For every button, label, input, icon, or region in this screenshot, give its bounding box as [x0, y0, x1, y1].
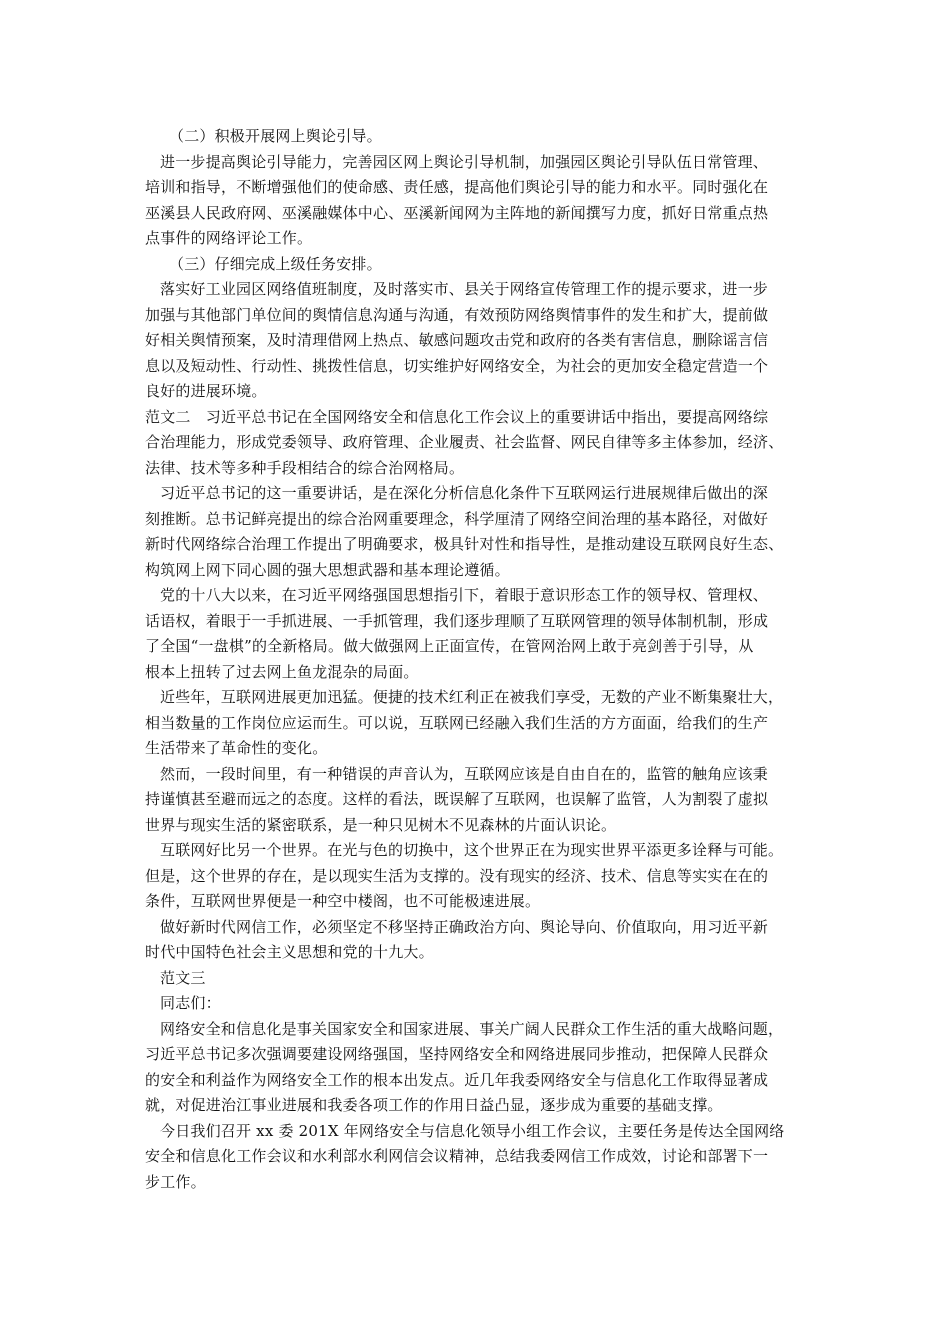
section-heading-3: （三）仔细完成上级任务安排。 — [169, 254, 382, 273]
paragraph-line: 持谨慎甚至避而远之的态度。这样的看法，既误解了互联网，也误解了监管，人为割裂了虚拟 — [145, 790, 769, 808]
paragraph-line: 但是，这个世界的存在，是以现实生活为支撑的。没有现实的经济、技术、信息等实实在在的 — [145, 866, 769, 885]
paragraph-line: 安全和信息化工作会议和水利部水利网信会议精神，总结我委网信工作成效，讨论和部署下一 — [145, 1147, 769, 1165]
sample-2-heading-line: 范文二 习近平总书记在全国网络安全和信息化工作会议上的重要讲话中指出，要提高网络综 — [145, 407, 769, 426]
paragraph-line: 构筑网上网下同心圆的强大思想武器和基本理论遵循。 — [145, 560, 510, 579]
paragraph-line: 然而，一段时间里，有一种错误的声音认为，互联网应该是自由自在的，监管的触角应该秉 — [160, 764, 769, 783]
paragraph-line: 的安全和利益作为网络安全工作的根本出发点。近几年我委网络安全与信息化工作取得显著成 — [145, 1070, 769, 1089]
paragraph-line: 党的十八大以来，在习近平网络强国思想指引下，着眼于意识形态工作的领导权、管理权、 — [160, 586, 769, 604]
paragraph-line: 根本上扭转了过去网上鱼龙混杂的局面。 — [145, 662, 419, 681]
paragraph-line: 网络安全和信息化是事关国家安全和国家进展、事关广阔人民群众工作生活的重大战略问题， — [160, 1019, 784, 1038]
paragraph-line: 时代中国特色社会主义思想和党的十九大。 — [145, 943, 434, 961]
paragraph-line: 刻推断。总书记鲜亮提出的综合治网重要理念，科学厘清了网络空间治理的基本路径，对做好 — [145, 509, 769, 528]
paragraph-line: 良好的进展环境。 — [145, 382, 267, 400]
paragraph-line: 加强与其他部门单位间的舆情信息沟通与沟通，有效预防网络舆情事件的发生和扩大，提前做 — [145, 305, 769, 324]
paragraph-line: 做好新时代网信工作，必须坚定不移坚持正确政治方向、舆论导向、价值取向，用习近平新 — [160, 917, 769, 936]
paragraph-line: 习近平总书记多次强调要建设网络强国，坚持网络安全和网络进展同步推动，把保障人民群众 — [145, 1045, 769, 1063]
paragraph-line: 点事件的网络评论工作。 — [145, 229, 313, 247]
section-heading-2: （二）积极开展网上舆论引导。 — [169, 127, 382, 145]
paragraph-line: 合治理能力，形成党委领导、政府管理、企业履责、社会监督、网民自律等多主体参加，经济、 — [145, 433, 784, 451]
paragraph-line: 话语权，着眼于一手抓进展、一手抓管理，我们逐步理顺了互联网管理的领导体制机制，形成 — [145, 611, 769, 630]
paragraph-line: 互联网好比另一个世界。在光与色的切换中，这个世界正在为现实世界平添更多诠释与可能。 — [160, 841, 784, 859]
paragraph-line: 巫溪县人民政府网、巫溪融媒体中心、巫溪新闻网为主阵地的新闻撰写力度，抓好日常重点热 — [145, 203, 769, 222]
paragraph-line: 习近平总书记的这一重要讲话，是在深化分析信息化条件下互联网运行进展规律后做出的深 — [160, 484, 769, 502]
paragraph-line: 今日我们召开 xx 委 201X 年网络安全与信息化领导小组工作会议，主要任务是传达全国网络 — [160, 1121, 785, 1140]
paragraph-line: 新时代网络综合治理工作提出了明确要求，极具针对性和指导性，是推动建设互联网良好生态、 — [145, 535, 784, 553]
paragraph-line: 进一步提高舆论引导能力，完善园区网上舆论引导机制，加强园区舆论引导队伍日常管理、 — [160, 152, 769, 171]
document-body — [145, 124, 810, 1195]
paragraph-line: 步工作。 — [145, 1172, 206, 1191]
paragraph-line: 了全国“一盘棋”的全新格局。做大做强网上正面宣传，在管网治网上敢于亮剑善于引导，从 — [145, 637, 754, 655]
paragraph-line: 世界与现实生活的紧密联系，是一种只见树木不见森林的片面认识论。 — [145, 815, 617, 834]
paragraph-line: 相当数量的工作岗位应运而生。可以说，互联网已经融入我们生活的方方面面，给我们的生产 — [145, 713, 769, 732]
paragraph-line: 条件，互联网世界便是一种空中楼阁，也不可能极速进展。 — [145, 892, 541, 910]
paragraph-line: 好相关舆情预案，及时清理借网上热点、敏感问题攻击党和政府的各类有害信息，删除谣言信 — [145, 331, 769, 349]
paragraph-line: 生活带来了革命性的变化。 — [145, 739, 328, 757]
paragraph-line: 培训和指导，不断增强他们的使命感、责任感，提高他们舆论引导的能力和水平。同时强化在 — [145, 178, 769, 196]
paragraph-line: 近些年，互联网进展更加迅猛。便捷的技术红利正在被我们享受，无数的产业不断集聚壮大， — [160, 688, 784, 706]
salutation: 同志们： — [160, 994, 221, 1012]
paragraph-line: 息以及短动性、行动性、挑拨性信息，切实维护好网络安全，为社会的更加安全稳定营造一个 — [145, 356, 769, 375]
paragraph-line: 落实好工业园区网络值班制度，及时落实市、县关于网络宣传管理工作的提示要求，进一步 — [160, 280, 769, 298]
paragraph-line: 法律、技术等多种手段相结合的综合治网格局。 — [145, 458, 465, 477]
paragraph-line: 就，对促进治江事业进展和我委各项工作的作用日益凸显，逐步成为重要的基础支撑。 — [145, 1096, 723, 1114]
sample-3-heading: 范文三 — [160, 968, 206, 987]
